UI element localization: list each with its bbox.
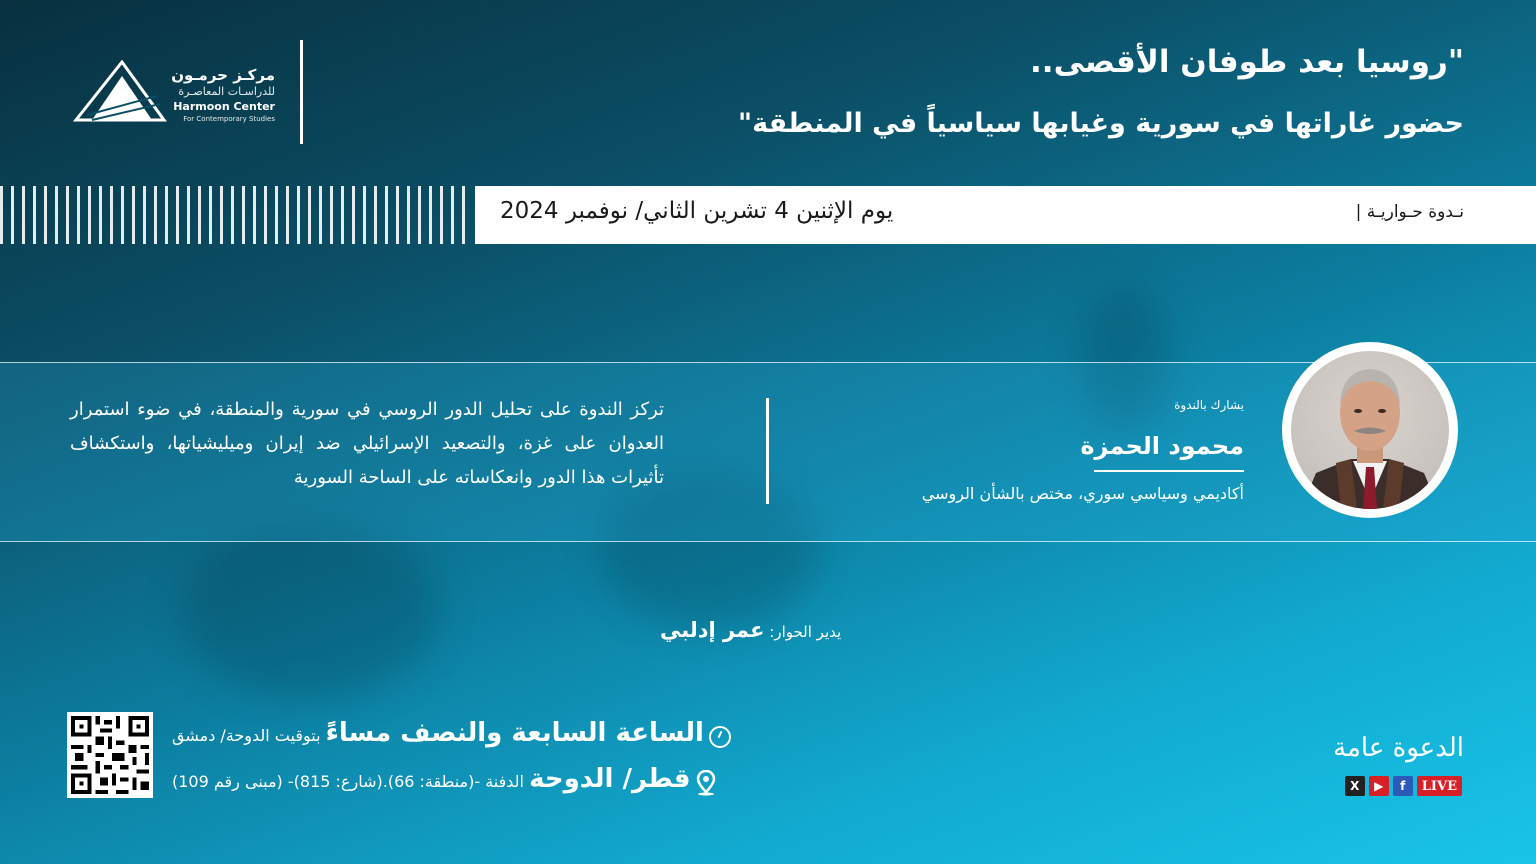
participates-label: يشارك بالندوة: [1174, 398, 1244, 412]
speaker-name-underline: [1094, 470, 1244, 472]
mountain-logo-icon: [72, 60, 167, 122]
event-description: تركز الندوة على تحليل الدور الروسي في سورية والمنطقة، في ضوء استمرار العدوان على غزة، والتصعيد الإسرائيلي ضد إيران وميليشياتها، واستكشاف تأثيرات هذا الدور وانعكاساته على الساحة السورية: [70, 399, 664, 488]
social-icons: [1345, 776, 1462, 796]
header-divider: [300, 40, 303, 144]
date-band: [0, 186, 1536, 244]
location-pin-icon: [696, 770, 716, 796]
live-badge[interactable]: LIVE: [1417, 776, 1462, 796]
public-invitation: الدعوة عامة: [1333, 733, 1464, 763]
moderator-name: عمر إدلبي: [660, 618, 765, 642]
time-detail: بتوقيت الدوحة/ دمشق: [172, 726, 321, 745]
x-icon[interactable]: X: [1345, 776, 1365, 796]
time-info: [172, 718, 731, 748]
event-date: يوم الإثنين 4 تشرين الثاني/ نوفمبر 2024: [500, 198, 894, 224]
speaker-name: محمود الحمزة: [1080, 432, 1244, 460]
event-type: نـدوة حـواريـة |: [1355, 202, 1464, 222]
speaker-description: أكاديمي وسياسي سوري، مختص بالشأن الروسي: [921, 484, 1244, 503]
facebook-icon[interactable]: f: [1393, 776, 1413, 796]
logo-english-name: Harmoon Center: [173, 100, 275, 113]
moderator: [660, 618, 841, 642]
logo-english-subtitle: For Contemporary Studies: [183, 115, 275, 123]
location-detail: الدفنة -(منطقة: 66).(شارع: 815)- (مبنى رقم 109): [172, 772, 524, 791]
speaker-photo-frame: [1282, 342, 1458, 518]
location-info: [172, 764, 716, 796]
logo-arabic-name: مركـز حرمـون: [171, 66, 275, 84]
qr-code[interactable]: [67, 712, 153, 798]
time-main: الساعة السابعة والنصف مساءً: [325, 718, 704, 748]
location-main: قطر/ الدوحة: [529, 764, 691, 794]
title-line-1: "روسيا بعد طوفان الأقصى..: [1030, 44, 1464, 80]
background-silhouette: [180, 520, 440, 700]
moderator-label: يدير الحوار:: [769, 623, 842, 641]
band-stripes: [0, 186, 470, 244]
harmoon-logo: [70, 52, 275, 132]
logo-arabic-subtitle: للدراسـات المعاصـرة: [178, 85, 275, 98]
speaker-photo: [1291, 351, 1449, 509]
title-line-2: حضور غاراتها في سورية وغيابها سياسياً في المنطقة": [738, 108, 1464, 139]
clock-icon: [709, 726, 731, 748]
youtube-icon[interactable]: ▶: [1369, 776, 1389, 796]
panel-divider: [766, 398, 769, 504]
